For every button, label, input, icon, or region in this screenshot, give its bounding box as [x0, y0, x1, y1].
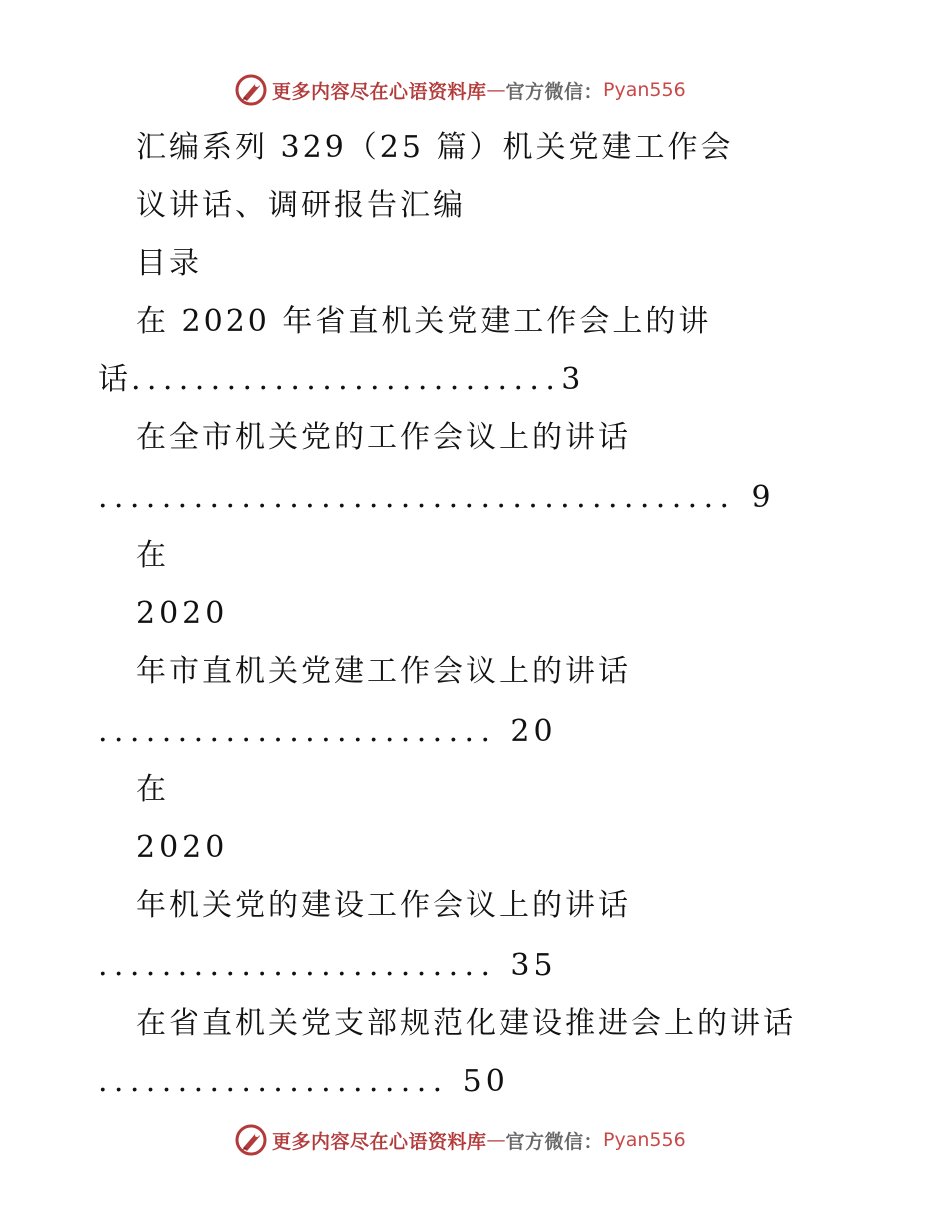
watermark-id: Pyan556: [603, 79, 686, 101]
watermark-footer: [234, 1122, 686, 1158]
toc-entry-2-leader-line: [98, 478, 775, 518]
toc-entry-5-page: 50: [462, 1064, 509, 1099]
document-title-line-1: 汇编系列 329（25 篇）机关党建工作会: [136, 130, 734, 165]
toc-entry-4-page: 35: [510, 948, 557, 983]
toc-heading: 目录: [136, 246, 202, 281]
toc-entry-5-leader-line: [98, 1062, 509, 1102]
toc-entry-1-title-end: 话: [98, 362, 131, 397]
toc-entry-5-leader: ......................: [98, 1064, 449, 1099]
toc-entry-4-title: 年机关党的建设工作会议上的讲话: [136, 888, 631, 923]
toc-entry-1-continuation: [98, 360, 584, 400]
toc-entry-3-page: 20: [510, 714, 557, 749]
watermark-label: 官方微信：: [505, 1130, 604, 1153]
toc-entry-1-page: 3: [561, 362, 585, 397]
watermark-separator: —: [486, 1129, 506, 1151]
toc-entry-1-leader: ...........................: [131, 362, 562, 397]
watermark-separator: —: [486, 79, 506, 101]
watermark-text: 更多内容尽在心语资料库: [272, 80, 487, 103]
toc-entry-4-year: 2020: [136, 830, 229, 865]
watermark-header: [234, 72, 686, 108]
document-title-line-2: 议讲话、调研报告汇编: [136, 188, 466, 223]
watermark-id: Pyan556: [603, 1129, 686, 1151]
toc-entry-2-title: 在全市机关党的工作会议上的讲话: [136, 420, 631, 455]
toc-entry-2-page: 9: [751, 480, 775, 515]
toc-entry-4-leader: .........................: [98, 948, 497, 983]
toc-entry-4-title-prefix: 在: [136, 772, 169, 807]
toc-entry-4-leader-line: [98, 946, 557, 986]
toc-entry-3-title: 年市直机关党建工作会议上的讲话: [136, 654, 631, 689]
pen-seal-logo-icon: [234, 1123, 268, 1157]
pen-seal-logo-icon: [234, 73, 268, 107]
watermark-label: 官方微信：: [505, 80, 604, 103]
toc-entry-3-leader-line: [98, 712, 557, 752]
toc-entry-3-leader: .........................: [98, 714, 497, 749]
toc-entry-2-leader: ........................................: [98, 480, 736, 515]
toc-entry-5-title: 在省直机关党支部规范化建设推进会上的讲话: [136, 1006, 796, 1041]
toc-entry-1-title: 在 2020 年省直机关党建工作会上的讲: [136, 304, 712, 339]
watermark-text: 更多内容尽在心语资料库: [272, 1130, 487, 1153]
toc-entry-3-title-prefix: 在: [136, 538, 169, 573]
toc-entry-3-year: 2020: [136, 596, 229, 631]
